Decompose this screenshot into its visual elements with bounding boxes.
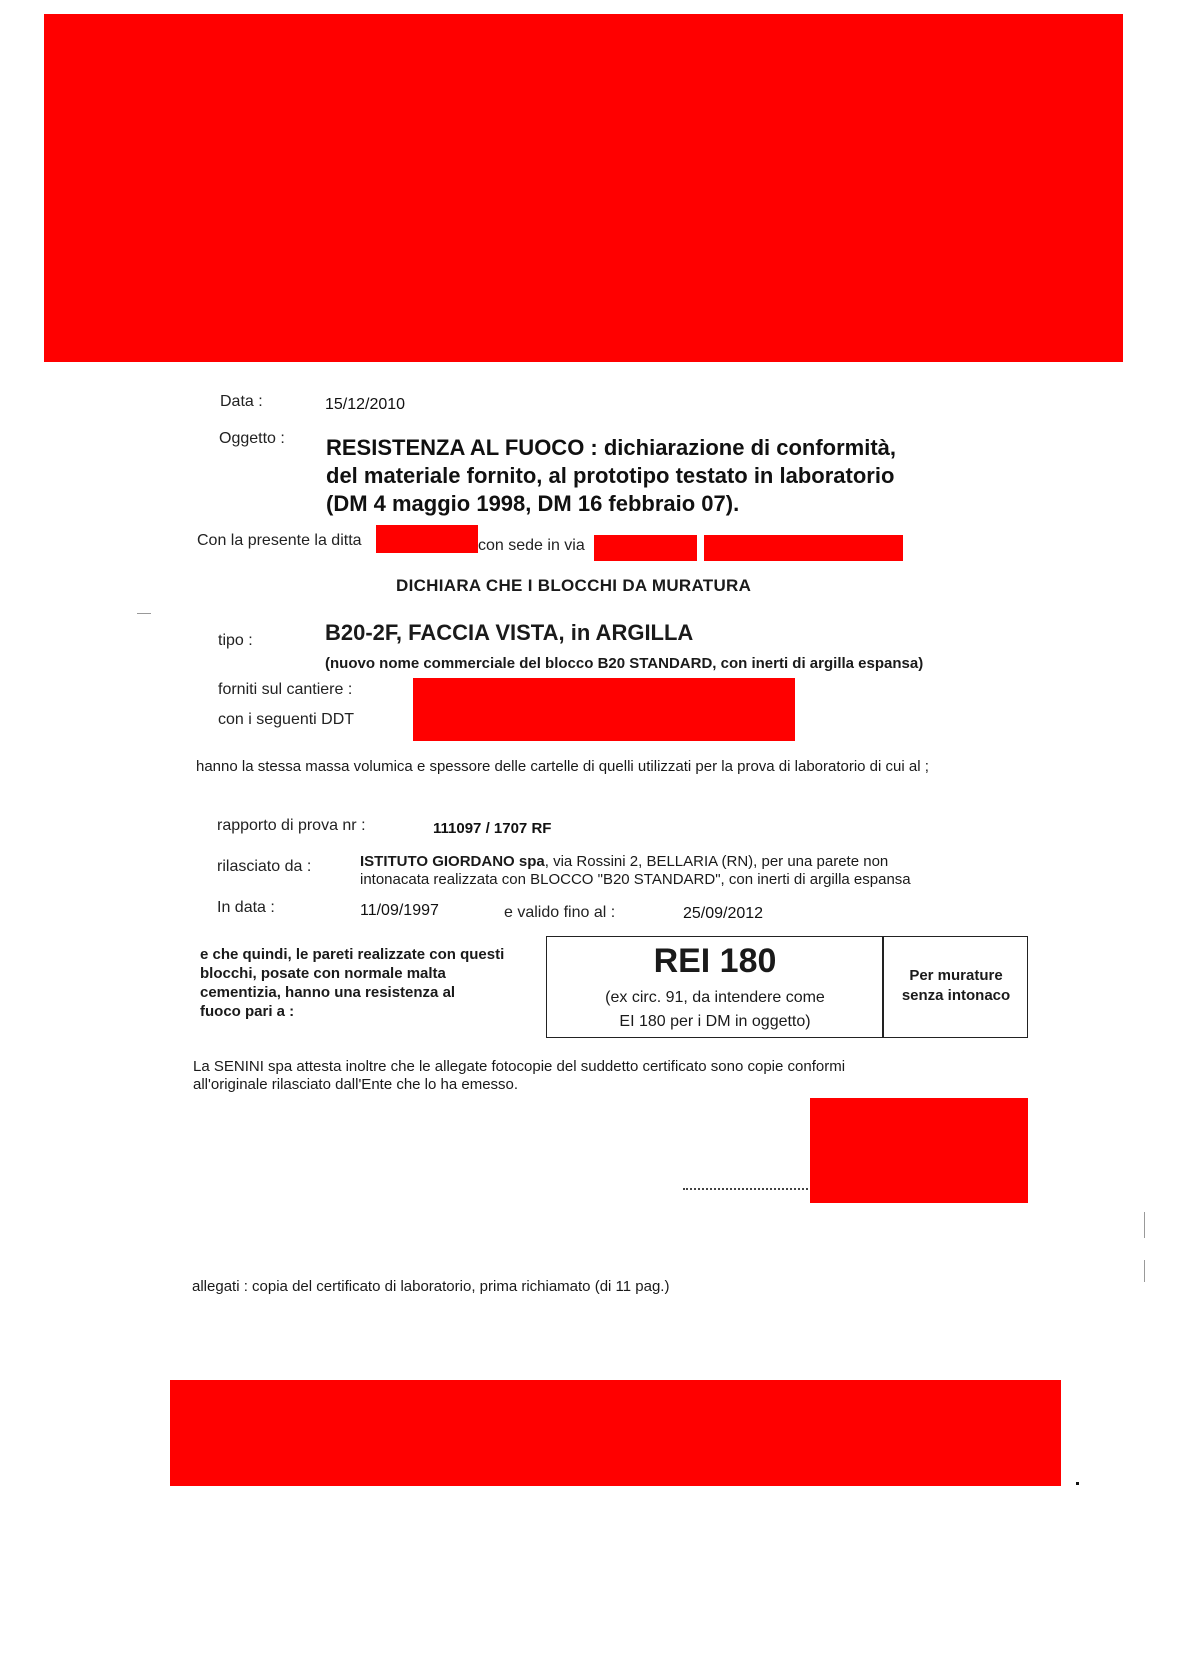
signature-dotted-line — [683, 1188, 808, 1190]
resistance-lead-line-1: e che quindi, le pareti realizzate con questi — [200, 946, 505, 963]
issued-by-value — [360, 853, 1000, 889]
attestation-line-1: La SENINI spa attesta inoltre che le allegate fotocopie del suddetto certificato sono copie conformi — [193, 1058, 846, 1075]
report-number-label: rapporto di prova nr : — [217, 817, 366, 834]
subject-line-3: (DM 4 maggio 1998, DM 16 febbraio 07). — [326, 491, 740, 516]
subject-line-1: RESISTENZA AL FUOCO : dichiarazione di conformità, — [326, 435, 897, 460]
resistance-lead-line-2: blocchi, posate con normale malta — [200, 965, 446, 982]
resistance-lead — [200, 945, 545, 1021]
rei-note — [548, 986, 882, 1034]
redacted-site-ddt — [413, 678, 795, 741]
site-label: forniti sul cantiere : — [218, 681, 353, 698]
subject-line-2: del materiale fornito, al prototipo testato in laboratorio — [326, 463, 895, 488]
rei-note-line-1: (ex circ. 91, da intendere come — [605, 989, 825, 1006]
report-number-value: 111097 / 1707 RF — [433, 820, 552, 837]
same-mass-paragraph: hanno la stessa massa volumica e spessore delle cartelle di quelli utilizzati per la prova di laboratorio di cui al ; — [196, 758, 929, 775]
intro-text-before: Con la presente la ditta — [197, 532, 362, 549]
attestation-line-2: all'originale rilasciato dall'Ente che lo ha emesso. — [193, 1076, 519, 1093]
scan-mark — [1144, 1260, 1145, 1282]
redacted-signature — [810, 1098, 1028, 1203]
redacted-address-city — [704, 535, 903, 561]
attachments-line: allegati : copia del certificato di laboratorio, prima richiamato (di 11 pag.) — [192, 1278, 670, 1295]
declaration-heading: DICHIARA CHE I BLOCCHI DA MURATURA — [396, 576, 752, 595]
tipo-value: B20-2F, FACCIA VISTA, in ARGILLA — [325, 620, 694, 645]
ddt-label: con i seguenti DDT — [218, 711, 355, 728]
tipo-note: (nuovo nome commerciale del blocco B20 STANDARD, con inerti di argilla espansa) — [325, 655, 924, 672]
issued-by-label: rilasciato da : — [217, 858, 312, 875]
valid-until-value: 25/09/2012 — [683, 905, 764, 922]
test-date-label: In data : — [217, 899, 275, 916]
institute-name: ISTITUTO GIORDANO spa — [360, 853, 545, 870]
scan-mark — [1144, 1212, 1145, 1238]
valid-until-label: e valido fino al : — [504, 904, 616, 921]
intro-text-middle: con sede in via — [478, 537, 585, 554]
rei-note-line-2: EI 180 per i DM in oggetto) — [619, 1013, 811, 1030]
redacted-company-name — [376, 525, 478, 553]
test-date-value: 11/09/1997 — [360, 902, 439, 919]
issued-by-line-2: intonacata realizzata con BLOCCO "B20 STANDARD", con inerti di argilla espansa — [360, 871, 911, 888]
rei-rating: REI 180 — [653, 942, 777, 980]
attestation-paragraph — [193, 1058, 1008, 1094]
date-value: 15/12/2010 — [325, 396, 406, 413]
rei-side-line-2: senza intonaco — [901, 987, 1011, 1004]
subject-label: Oggetto : — [219, 430, 285, 447]
resistance-lead-line-3: cementizia, hanno una resistenza al — [200, 984, 456, 1001]
rei-side-line-1: Per murature — [909, 967, 1003, 984]
resistance-lead-line-4: fuoco pari a : — [200, 1003, 295, 1020]
scan-dot — [1076, 1482, 1079, 1485]
rei-side-note — [884, 966, 1028, 1006]
scan-mark — [137, 613, 151, 614]
redacted-letterhead — [44, 14, 1123, 362]
tipo-label: tipo : — [218, 632, 253, 649]
redacted-address-street — [594, 535, 697, 561]
institute-address: , via Rossini 2, BELLARIA (RN), per una parete non — [544, 853, 889, 870]
issued-by-line-1 — [360, 853, 1000, 871]
redacted-footer — [170, 1380, 1061, 1486]
subject-title — [326, 434, 966, 518]
date-label: Data : — [220, 393, 263, 410]
